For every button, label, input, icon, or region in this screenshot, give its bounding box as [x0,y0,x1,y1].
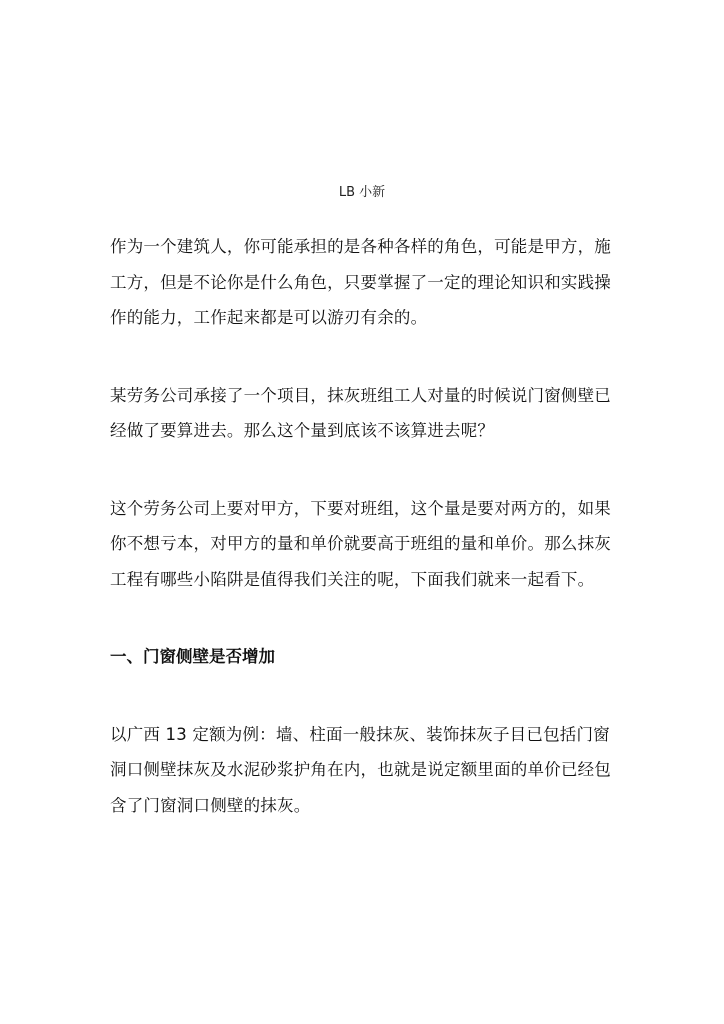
text-line: 作为一个建筑人，你可能承担的是各种各样的角色，可能是甲方，施 [110,237,611,256]
text-line: 工程有哪些小陷阱是值得我们关注的呢，下面我们就来一起看下。 [110,569,595,589]
text-line: 作的能力，工作起来都是可以游刃有余的。 [110,308,428,327]
text-line: 洞口侧壁抹灰及水泥砂浆护角在内，也就是说定额里面的单价已经包 [110,760,611,779]
text-line: 这个劳务公司上要对甲方，下要对班组，这个量是要对两方的，如果 [110,498,611,518]
text-line: 工方，但是不论你是什么角色，只要掌握了一定的理论知识和实践操 [110,272,611,292]
section-heading: 一、门窗侧壁是否增加 [110,647,275,666]
context-paragraph [110,491,618,598]
author-byline: LB 小新 [338,185,386,200]
case-paragraph [110,378,618,449]
text-line: 某劳务公司承接了一个项目，抹灰班组工人对量的时候说门窗侧壁已 [110,385,611,405]
section-paragraph [110,717,618,824]
text-line: 含了门窗洞口侧壁的抹灰。 [110,795,311,815]
article-body [110,229,618,823]
text-line: 经做了要算进去。那么这个量到底该不该算进去呢？ [110,421,495,440]
text-line: 你不想亏本，对甲方的量和单价就要高于班组的量和单价。那么抹灰 [110,534,611,553]
text-line: 以广西 13 定额为例：墙、柱面一般抹灰、装饰抹灰子目已包括门窗 [110,724,610,744]
intro-paragraph [110,229,618,336]
